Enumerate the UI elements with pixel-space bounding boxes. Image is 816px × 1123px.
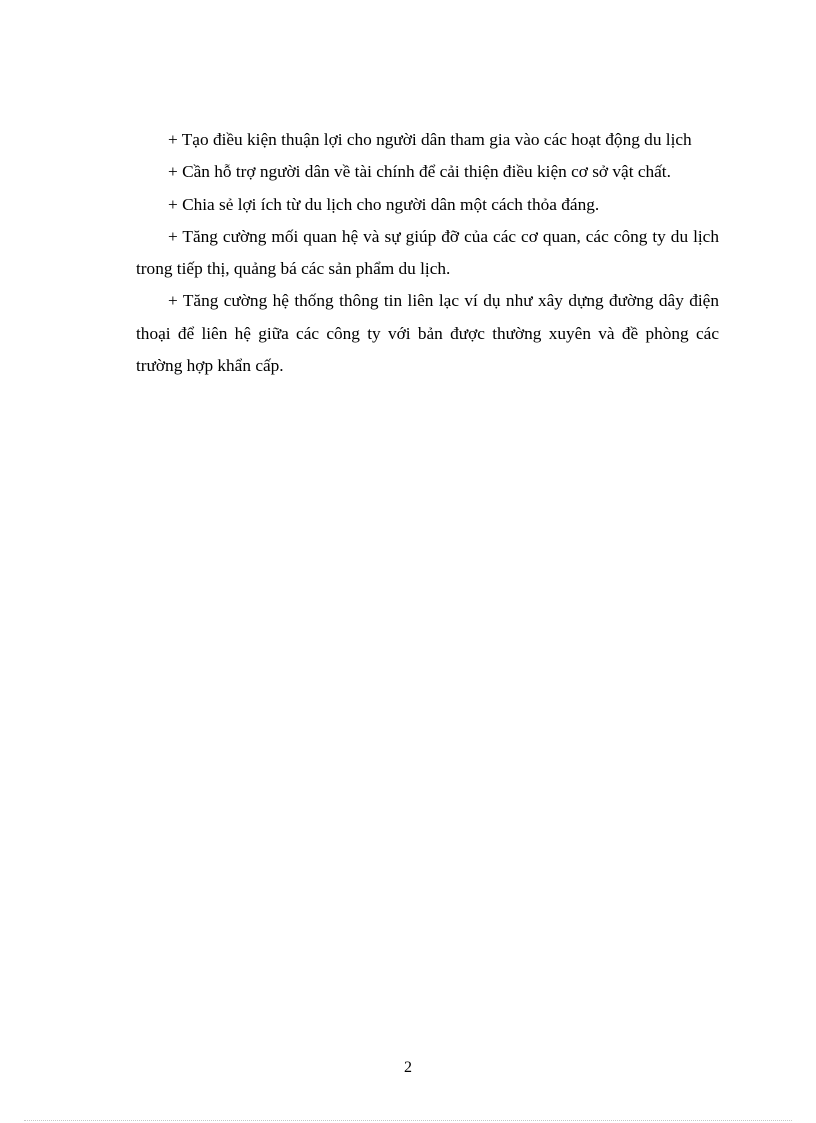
paragraph-bullet: + Tạo điều kiện thuận lợi cho người dân tham gia vào các hoạt động du lịch <box>168 130 692 149</box>
paragraph-bullet: + Chia sẻ lợi ích từ du lịch cho người dân một cách thỏa đáng. <box>168 194 600 214</box>
page-number: 2 <box>404 1059 412 1076</box>
body-text <box>136 124 719 382</box>
paragraph-bullet: + Cần hỗ trợ người dân về tài chính để cải thiện điều kiện cơ sở vật chất. <box>168 162 671 182</box>
paragraph-bullet: + Tăng cường mối quan hệ và sự giúp đỡ của các cơ quan, các công ty du lịch trong tiếp thị, quảng bá các sản phẩm du lịch. <box>136 226 719 279</box>
paragraph-bullet: + Tăng cường hệ thống thông tin liên lạc ví dụ như xây dựng đường dây điện thoại để liên hệ giữa các công ty với bản được thường xuyên và đề phòng các trường hợp khẩn cấp. <box>136 291 719 376</box>
page-bottom-divider <box>24 1120 792 1121</box>
